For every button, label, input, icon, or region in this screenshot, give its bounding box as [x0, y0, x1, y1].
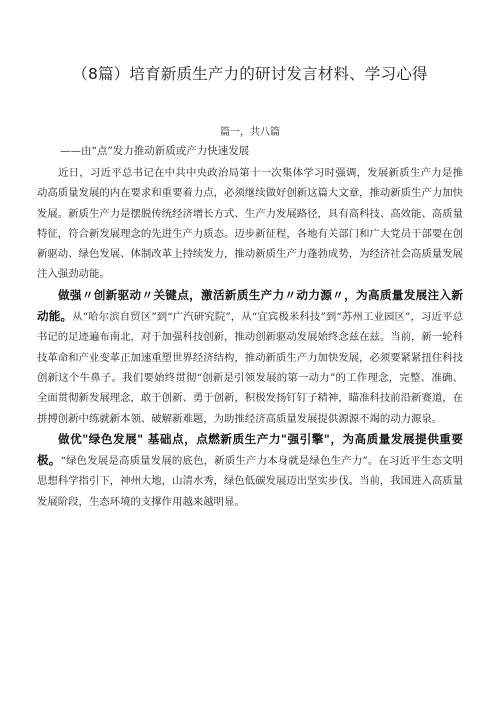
- paragraph-3-heading: 做优"绿色发展" 基础点，点燃新质生产力"强引擎"，为高质量发展提供重要极。: [37, 431, 463, 468]
- paragraph-2: [37, 285, 463, 429]
- paragraph-3: [37, 429, 463, 512]
- document-title: （8篇）培育新质生产力的研讨发言材料、学习心得: [72, 65, 428, 83]
- paragraph-3-text: “绿色发展是高质量发展的底色，新质生产力本身就是绿色生产力”。在习近平生态文明思想科学指引下，神州大地，山清水秀，绿色低碳发展迈出坚实步伐。当前，我国进入高质量发展阶段，生态环境的支撑作用越来越明显。: [37, 455, 464, 508]
- paragraph-2-heading: 做强〃创新驱动〃关键点，激活新质生产力〃动力源〃，为高质量发展注入新动能。: [37, 287, 463, 324]
- section-heading: 篇一，共八篇: [220, 127, 280, 138]
- document-subtitle: ——由“点”发力推动新质或产力快速发展: [60, 145, 250, 157]
- document-body: [37, 163, 463, 512]
- paragraph-1: 近日，习近平总书记在中共中央政治局第十一次集体学习时强调，发展新质生产力是推动高质量发展的内在要求和重要着力点，必须继续做好创新这篇大文章，推动新质生产力加快发展。新质生产力是摆脱传统经济增长方式、生产力发展路径，具有高科技、高效能、高质量特征，符合新发展理念的先进生产力质态。迈步新征程，各地有关部门和广大党员干部要在创新驱动、绿色发展、体制改革上持续发力，推动新质生产力蓬勃成势，为经济社会高质量发展注入强劲动能。: [37, 167, 464, 281]
- paragraph-2-text: 从“哈尔滨自贸区”到“广汽研究院”，从“宜宾极米科技”到“苏州工业园区”，习近平总书记的足迹遍布南北，对于加强科技创新，推动创新驱动发展始终念兹在兹。当前，新一轮科技革命和产业变革正加速重塑世界经济结构，推动新质生产力加快发展，必须要紧紧扭住科技创新这个牛鼻子。我们要始终贯彻“创新是引领发展的第一动力”的工作理念，完整、准确、全面贯彻新发展理念，敢于创新、勇于创新，积极发扬钉钉子精神，瞄准科技前沿新赛道，在拼搏创新中练就新本领、破解新难题，为助推经济高质量发展提供源源不竭的动力源泉。: [37, 311, 464, 425]
